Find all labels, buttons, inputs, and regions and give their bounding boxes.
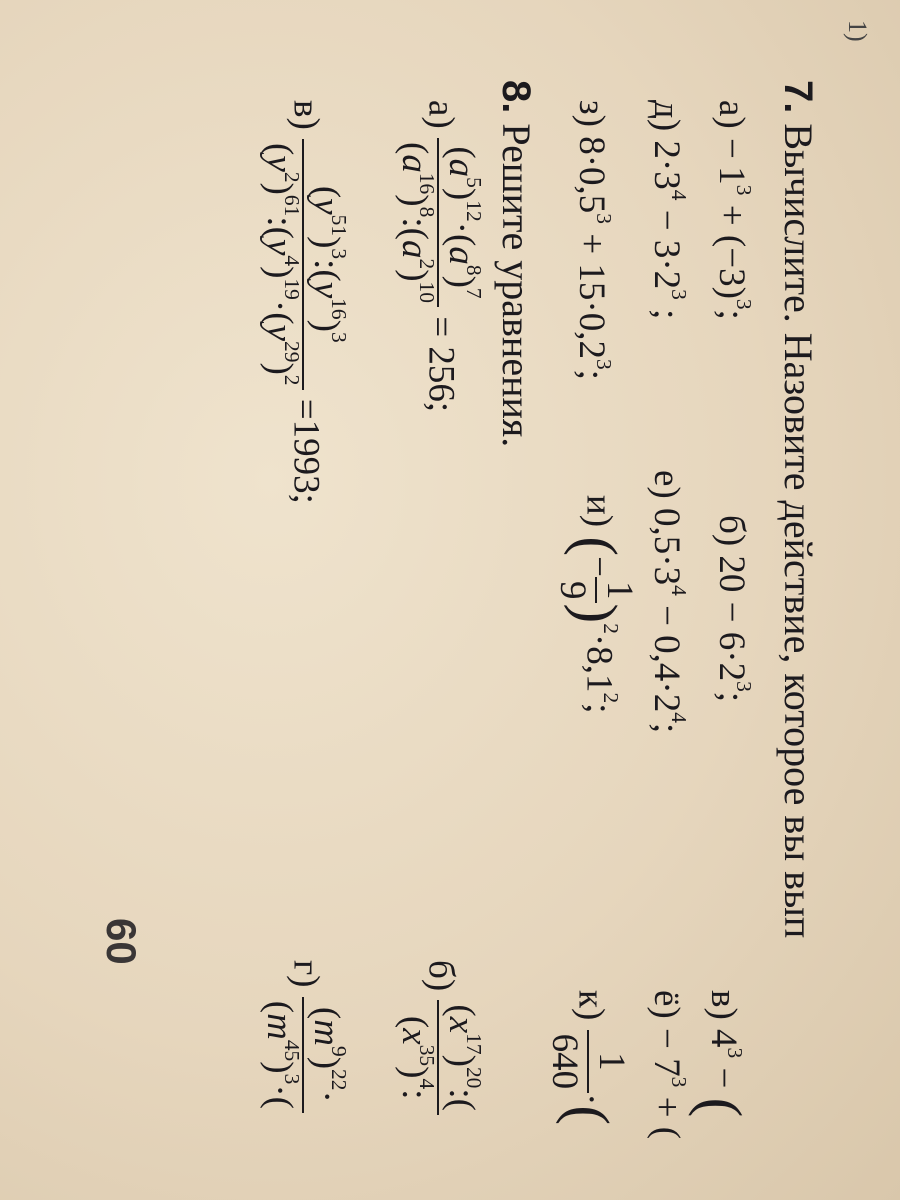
ex8-item-g-fraction: $(m^9)^{22}\cdot$ $(m^{45})^3\cdot$(	[261, 997, 345, 1113]
ex8-item-b-fraction: $(x^{17})^{20}$:( $(x^{35})^4$:	[396, 1000, 480, 1115]
ex7-item-k: к) 1 640 ·(	[544, 990, 632, 1126]
ex7-item-yo: $ё) - 7^3$ + (	[646, 990, 691, 1140]
ex8-item-v-fraction: $(y^{51})^3:(y^{16})^3$ $(y^2)^{61}:(y^4)^{19}\cdot(y^{29})^2$	[261, 139, 345, 389]
ex7-item-a: $а) - 1^3 + (-3)^3$;	[711, 100, 756, 320]
exercise-8-heading	[493, 80, 540, 447]
ex7-item-z-label: з)	[571, 100, 612, 127]
ex8-item-a-label: а)	[420, 100, 462, 129]
ex7-item-v: в) $4^3$ − (	[688, 990, 754, 1118]
ex7-item-e: е) $0,5\cdot 3^4 - 0,4\cdot 2^4$;	[646, 470, 691, 734]
ex7-item-i-label: и)	[578, 495, 620, 528]
ex7-item-k-label: к)	[570, 990, 612, 1021]
ex7-item-b-label: б)	[711, 515, 752, 547]
ex8-item-v	[259, 100, 351, 504]
ex8-item-g-label: г)	[285, 960, 327, 988]
ex7-item-d: д) $2\cdot 3^4 - 3\cdot 2^3$ ;	[646, 100, 691, 320]
ex8-item-a-result: = 256;	[420, 316, 462, 413]
ex7-item-b: б) $20 - 6\cdot 2^3$;	[711, 515, 756, 703]
ex8-item-v-result: =1993;	[285, 398, 327, 504]
exercise-7-heading	[775, 80, 822, 938]
ex8-item-g	[259, 960, 351, 1113]
exercise-7-number: 7.	[776, 80, 820, 114]
ex7-item-d-label: д)	[646, 100, 687, 132]
ex8-item-b-label: б)	[420, 960, 462, 992]
ex7-item-yo-label: ё)	[646, 990, 687, 1019]
ex8-item-a	[394, 100, 486, 413]
header-fragment: 1)	[843, 20, 872, 42]
ex7-item-v-label: в)	[702, 990, 744, 1020]
exercise-8-instruction: Решите уравнения.	[494, 123, 539, 448]
ex7-item-z: з) $8\cdot 0,5^3 + 15\cdot 0,2^3$;	[571, 100, 616, 380]
ex8-item-b	[394, 960, 486, 1115]
exercise-7-instruction: Вычислите. Назовите действие, которое вы вып	[776, 123, 821, 939]
ex8-item-a-fraction: $(a^5)^{12}\cdot(a^8)^7$ $(a^{16})^8:(a^2)^{10}$	[396, 138, 480, 307]
exercise-8-number: 8.	[494, 80, 538, 114]
ex7-item-i: и) (− 1 9 )$^2\cdot 8,1^2$;	[552, 495, 640, 714]
page-number: 60	[98, 918, 145, 965]
ex8-item-v-label: в)	[285, 100, 327, 130]
ex7-item-a-label: а)	[711, 100, 752, 129]
ex7-item-e-label: е)	[646, 470, 687, 499]
